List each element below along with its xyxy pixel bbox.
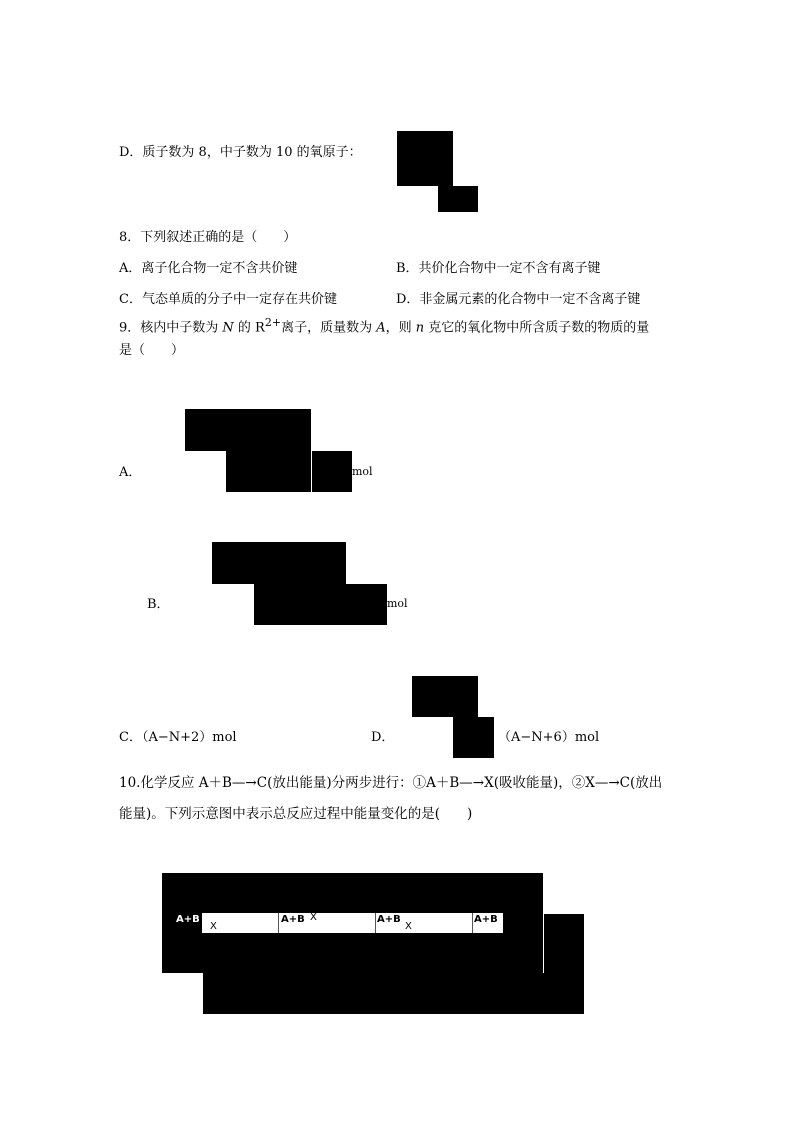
q9-option-a-unit: mol [352,465,373,478]
graph-axis [472,913,473,933]
q9-stem-line1: 9．核内中子数为 N 的 $R^{2+}$离子，质量数为 A，则 n 克它的氧化物中所含质子数的物质的量 [119,316,650,336]
graph-label-d: A+B [474,914,498,925]
graph-x-c: X [405,921,412,932]
redacted-formula-image [254,584,346,625]
q8-stem: 8．下列叙述正确的是（ ） [119,230,297,245]
q8-option-b: B．共价化合物中一定不含有离子键 [396,261,601,276]
redacted-diagram-part [503,913,543,933]
redacted-formula-image [412,676,478,717]
q10-stem-line1: 10.化学反应 A＋B—→C(放出能量)分两步进行：①A＋B—→X(吸收能量)，②X—→C(放出 [119,775,663,791]
graph-label-a: A+B [176,914,200,925]
q9-option-d-label: D． [371,730,395,745]
redacted-formula-image [185,409,311,451]
q8-option-a: A．离子化合物一定不含共价键 [119,261,298,276]
q9-stem-line2: 是（ ） [119,343,185,358]
q8-option-d: D．非金属元素的化合物中一定不含离子键 [396,292,641,307]
redacted-formula-image [312,451,352,492]
graph-label-b: A+B [281,914,305,925]
redacted-diagram-top [162,873,543,913]
redacted-formula-image [346,584,387,625]
redacted-diagram-right [544,914,584,1014]
redacted-diagram-bottom [203,973,544,1014]
q10-stem-line2: 能量)。下列示意图中表示总反应过程中能量变化的是( ) [119,806,473,822]
q7-option-d: D．质子数为 8，中子数为 10 的氧原子： [119,145,362,160]
graph-axis [375,913,376,933]
redacted-diagram-bottom-left [162,933,543,973]
q9-option-b-unit: mol [387,597,408,610]
graph-x-b: X [310,912,317,923]
q9-option-b-label: B． [147,597,170,612]
redacted-formula-image [438,186,478,212]
graph-x-a: X [210,921,217,932]
q9-option-d-expr: （A−N+6）mol [498,730,600,745]
q9-option-c: C．（A−N+2）mol [119,730,237,745]
graph-label-c: A+B [377,914,401,925]
redacted-formula-image [226,451,311,492]
redacted-formula-image [397,131,453,186]
graph-axis [278,913,279,933]
q8-option-c: C．气态单质的分子中一定存在共价键 [119,292,337,307]
redacted-formula-image [212,542,346,584]
q9-option-a-label: A． [119,465,142,480]
redacted-formula-image [453,717,494,758]
